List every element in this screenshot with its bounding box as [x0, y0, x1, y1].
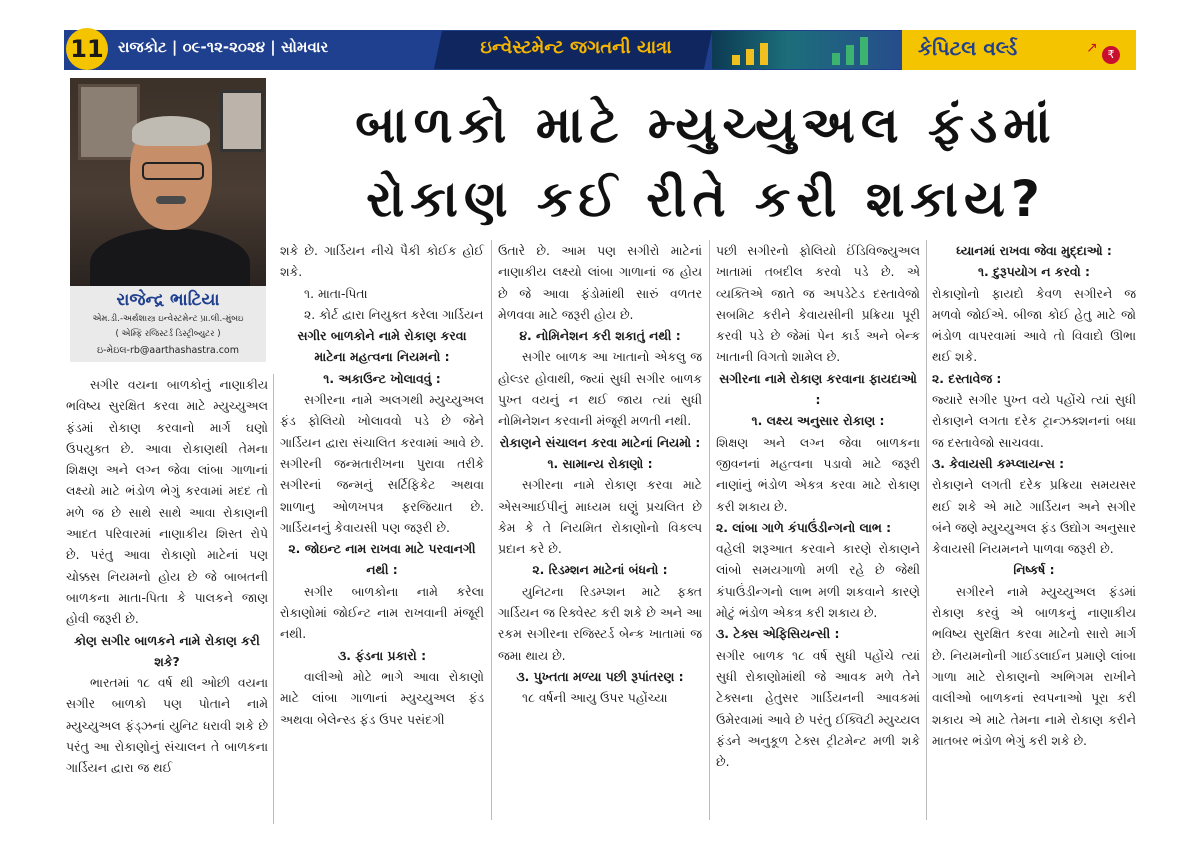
list-item: ૨. કોર્ટ દ્વારા નિયુક્ત કરેલા ગાર્ડિયન [304, 306, 484, 322]
paragraph: ૧૮ વર્ષની આયુ ઉપર પહોંચ્યા [522, 690, 668, 706]
graphic-bar [846, 45, 854, 65]
article-column-1 [66, 374, 268, 779]
author-body [90, 228, 250, 286]
article-column-5 [932, 240, 1136, 751]
author-name: રાજેન્દ્ર ભાટિયા [116, 290, 220, 310]
headline-line-2: રોકાણ કઈ રીતે કરી શકાય? [366, 170, 1046, 228]
paragraph: સગીર બાળક આ ખાતાનો એકલુ જ હોલ્ડર હોવાથી, જ્યાં સુધી સગીર બાળક પુખ્ત વયનું ન થઈ જાય ત્યાં સુધી નોમિનેશન કરવાની મંજૂરી મળતી નથી. [498, 349, 702, 429]
author-hair [132, 116, 210, 146]
subheading: સગીર બાળકોને નામે રોકાણ કરવા માટેના મહત્વના નિયમનો : [297, 328, 467, 365]
paragraph: સગીરને નામે મ્યુચ્યુઅલ ફંડમાં રોકાણ કરવું એ બાળકનું નાણાકીય ભવિષ્ય સુરક્ષિત કરવા માટેનો સારો માર્ગ છે. નિયમનોની ગાઈડલાઈન પ્રમાણે લાંબા ગાળા માટે રોકાણનો અભિગમ રાખીને વાલીઓ બાળકનાં સ્વપનાઓ પૂરા કરી શકાય એ માટે તેમના નામે રોકાણ કરીને માતબર ભંડોળ ભેગું કરી શકે છે. [932, 583, 1136, 748]
subheading: કોણ સગીર બાળકને નામે રોકાણ કરી શકે? [74, 632, 260, 669]
rule-heading: ૧. અકાઉન્ટ ખોલાવવું : [323, 370, 441, 386]
subheading: ધ્યાનમાં રાખવા જેવા મુદ્દાઓ : [956, 243, 1112, 258]
section-title: ઇન્વેસ્ટમેન્ટ જગતની યાત્રા [480, 37, 672, 58]
graphic-bar [746, 49, 754, 65]
paragraph: ઉતારે છે. આમ પણ સગીરો માટેનાં નાણાકીય લક્ષ્યો લાંબા ગાળાનાં જ હોય છે જે આવા ફંડોમાંથી સારું વળતર મેળવવા માટે જરૂરી હોય છે. [498, 243, 702, 322]
column-rule [491, 240, 492, 820]
rupee-icon: ₹ [1102, 46, 1120, 64]
rule-heading: ૨. દસ્તાવેજ : [932, 370, 1002, 386]
rule-heading: ૧. લક્ષ્ય અનુસાર રોકાણ : [751, 413, 885, 429]
headline-line-1: બાળકો માટે મ્યુચ્યુઅલ ફંડમાં [355, 96, 1057, 154]
paragraph: વહેલી શરૂઆત કરવાને કારણે રોકાણને લાંબો સમયગાળો મળી રહે છે જેથી કંપાઉંડીન્ગનો લાભ મળી શકવાને કારણે મોટું ભંડોળ એકત્ર કરી શકાય છે. [716, 541, 920, 621]
graphic-bar [732, 55, 740, 65]
column-rule [926, 240, 927, 820]
list-item: ૧. માતા-પિતા [304, 285, 368, 301]
paragraph: સગીર બાળકોના નામે કરેલા રોકાણોમાં જોઈન્ટ નામ રાખવાની મંજૂરી નથી. [280, 583, 484, 642]
paragraph: સગીરના નામે અલગથી મ્યુચ્યુઅલ ફંડ ફોલિયો ખોલાવવો પડે છે જેને ગાર્ડિયન દ્વારા સંચાલિત કરવામાં આવે છે. સગીરની જન્મતારીખના પુરાવા તરીકે સગીરનાં જન્મનું સર્ટિફિકેટ અથવા શાળાનુ ઓળખપત્ર ફરજિયાત છે. ગાર્ડિયનનું કેવાયસી પણ જરૂરી છે. [280, 392, 484, 535]
trend-arrow-icon: ↗ [1086, 40, 1098, 56]
paragraph: ભારતમાં ૧૮ વર્ષ થી ઓછી વયના સગીર બાળકો પણ પોતાને નામે મ્યુચ્યુઅલ ફંડ્ઝનાં યુનિટ ધરાવી શકે છે પરંતુ આ રોકાણોનું સંચાલન તે બાળકના ગાર્ડિયન દ્વારા જ થઈ [66, 675, 268, 776]
author-registration: ( એમ્ફિ રજિસ્ટર્ડ ડિસ્ટ્રીબ્યુટર ) [115, 329, 221, 339]
paragraph: પછી સગીરનો ફોલિયો ઈંડિવિજ્યુઅલ ખાતામાં તબદીલ કરવો પડે છે. એ વ્યક્તિએ જાતે જ અપડેટેડ દસ્તાવેજો સબમિટ કરીને કેવાયસીની પ્રક્રિયા પૂરી કરવી પડે છે જેમાં પેન કાર્ડ અને બેન્ક ખાતાની વિગતો શામેલ છે. [716, 243, 920, 365]
column-rule [273, 374, 274, 824]
publication-name: કેપિટલ વર્લ્ડ [918, 36, 1018, 60]
paragraph: સગીરના નામે રોકાણ કરવા માટે એસઆઈપીનું માધ્યમ ઘણું પ્રચલિત છે કેમ કે તે નિયમિત રોકાણોનો વિકલ્પ પ્રદાન કરે છે. [498, 477, 702, 557]
paragraph: જ્યારે સગીર પુખ્ત વયે પહોંચે ત્યાં સુધી રોકાણને લગતા દરેક ટ્રાન્ઝક્શનનાં બધા જ દસ્તાવેજો સાચવવા. [932, 392, 1136, 450]
finance-graphic [712, 31, 902, 69]
graphic-bar [760, 43, 768, 65]
date-line: રાજકોટ | ૦૯-૧૨-૨૦૨૪ | સોમવાર [118, 38, 329, 56]
author-email: ઇ-મેઇલ-rb@aarthashastra.com [96, 345, 240, 356]
paragraph: યુનિટના રિડમ્પ્શન માટે ફક્ત ગાર્ડિયન જ રિક્વેસ્ટ કરી શકે છે અને આ રકમ સગીરના રજિસ્ટર્ડ બેન્ક ખાતામાં જ જમા થાય છે. [498, 583, 702, 663]
graphic-bar [860, 37, 868, 65]
article-column-2 [280, 240, 484, 730]
rule-heading: ૩. પુખ્તતા મળ્યા પછી રૂપાંતરણ : [516, 668, 684, 684]
moustache [156, 196, 186, 204]
graphic-bar [832, 53, 840, 65]
rule-heading: ૨. જોઇન્ટ નામ રાખવા માટે પરવાનગી નથી : [288, 541, 476, 578]
paragraph: શિક્ષણ અને લગ્ન જેવા બાળકના જીવનનાં મહત્વના પડાવો માટે જરૂરી નાણાંનું ભંડોળ એકત્ર કરવા માટે રોકાણ કરી શકાય છે. [716, 434, 920, 514]
rule-heading: ૨. રિડમ્શન માટેનાં બંધનો : [532, 562, 668, 578]
page-number: 11 [66, 28, 108, 70]
wall-frame [220, 90, 264, 152]
author-designation: એમ.ડી.-અર્થશાસ્ત્ર ઇન્વેસ્ટમેન્ટ પ્રા.લી.-મુંબઇ [92, 314, 244, 324]
column-rule [709, 240, 710, 820]
rule-heading: ૩. ટેક્સ એફિસિયન્સી : [716, 626, 840, 642]
rule-heading: ૨. લાંબા ગાળે કંપાઉંડીન્ગનો લાભ : [716, 519, 892, 535]
paragraph: સગીર બાળક ૧૮ વર્ષ સુધી પહોંચે ત્યાં સુધી રોકાણોમાંથી જે આવક મળે તેને ટેક્સના હેતુસર ગાર્ડિયનની આવકમાં ઉમેરવામાં આવે છે પરંતુ ઈક્વિટી મ્યુચ્યલ ફંડને અનુકૂળ ટેક્સ ટ્રીટમેન્ટ મળી શકે છે. [716, 647, 920, 770]
wall-frame [78, 84, 140, 160]
glasses [142, 162, 204, 180]
subheading: સગીરના નામે રોકાણ કરવાના ફાયદાઓ : [719, 370, 917, 408]
rule-heading: ૪. નોમિનેશન કરી શકાતું નથી : [519, 328, 681, 344]
paragraph: રોકાણોનો ફાયદો કેવળ સગીરને જ મળવો જોઈએ. બીજા કોઈ હેતુ માટે જો ભંડોળ વાપરવામાં આવે તો વિવાદો ઊભા થઈ શકે. [932, 285, 1136, 365]
paragraph: શકે છે. ગાર્ડિયન નીચે પૈકી કોઈક હોઈ શકે. [280, 243, 484, 280]
rule-heading: ૧. સામાન્ય રોકાણો : [547, 455, 653, 471]
rule-heading: ૩. ફંડના પ્રકારો : [337, 647, 427, 663]
subheading: રોકાણને સંચાલન કરવા માટેનાં નિયમો : [499, 434, 701, 450]
conclusion-heading: નિષ્કર્ષ : [1013, 562, 1055, 578]
rule-heading: ૩. કેવાયસી કમ્પ્લાયન્સ : [932, 455, 1065, 471]
paragraph: વાલીઓ મોટે ભાગે આવા રોકાણો માટે લાંબા ગાળાનાં મ્યુચ્યુઅલ ફંડ અથવા બેલેન્સ્ડ ફંડ ઉપર પસંદગી [280, 668, 484, 727]
author-photo [70, 78, 266, 286]
paragraph: સગીર વયના બાળકોનું નાણાકીય ભવિષ્ય સુરક્ષિત કરવા માટે મ્યુચ્યુઅલ ફંડમાં રોકાણ કરવાનો માર્ગ ઘણો ઉપયુક્ત છે. આવા રોકાણથી તેમના શિક્ષણ અને લગ્ન જેવા લાંબા ગાળાનાં લક્ષ્યો માટે ભંડોળ ભેગું કરવામાં મદદ તો મળે જ છે સાથે સાથે આવા રોકાણની આદત પરિવારમાં નાણાકીય શિસ્ત રોપે છે. પરંતુ આવા રોકાણો માટેનાં પણ ચોક્કસ નિયમનો હોય છે જે બાબતની બાળકના માતા-પિતા કે પાલકને જાણ હોવી જરૂરી છે. [66, 377, 268, 627]
article-column-4 [716, 240, 920, 772]
headline [276, 88, 1136, 236]
article-column-3 [498, 240, 702, 709]
paragraph: રોકાણને લગતી દરેક પ્રક્રિયા સમયસર થઈ શકે એ માટે ગાર્ડિયન અને સગીર બંને જણે મ્યુચ્યુઅલ ફંડ ઉદ્યોગ અનુસાર કેવાયસી નિયમનને પાળવા જરૂરી છે. [932, 477, 1136, 557]
rule-heading: ૧. દુરૂપયોગ ન કરવો : [977, 264, 1091, 280]
